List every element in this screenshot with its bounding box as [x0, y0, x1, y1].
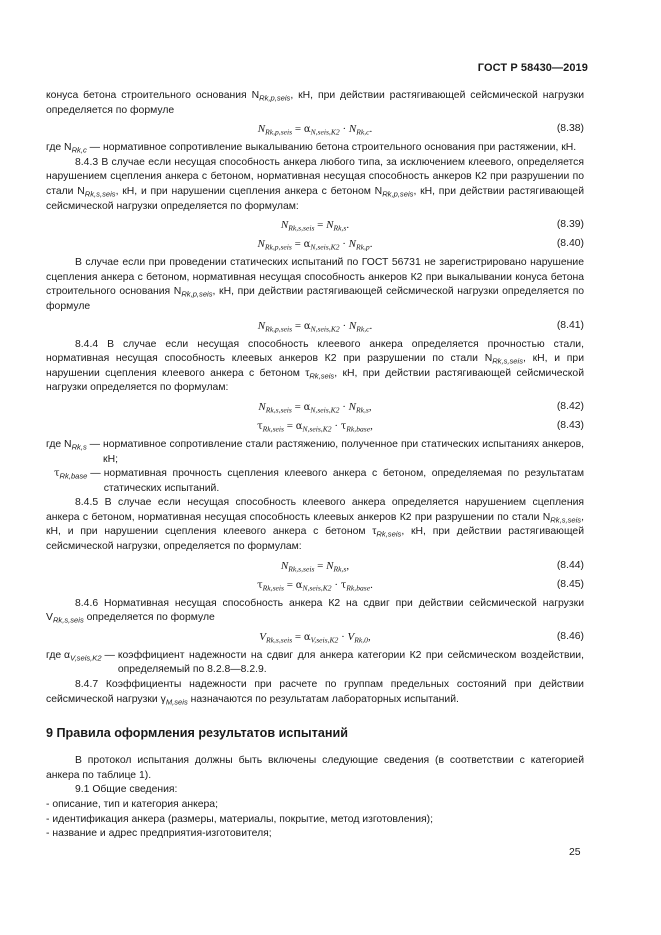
formula-number: (8.41) — [556, 319, 584, 331]
formula-number: (8.42) — [556, 400, 584, 412]
formula-8-43: $\tau_{Rk,seis} = \alpha_{N,seis,K2} \cdot \tau_{Rk,base}$, (8.43) — [257, 419, 584, 434]
explanation: $\tau_{Rk,base}$ — нормативная прочность сцепления клеевого анкера с бетоном, определяемая по результатам статических испытаний. — [54, 468, 584, 494]
explanation: где $N_{Rk,c}$ — нормативное сопротивление выкалыванию бетона строительного основания при растяжении, кН. — [46, 142, 577, 155]
paragraph: В протокол испытания должны быть включены следующие сведения (в соответствии с категорией анкера по таблице 1). — [46, 755, 584, 781]
formula-number: (8.44) — [556, 559, 584, 571]
paragraph-8-4-6: 8.4.6 Нормативная несущая способность анкера К2 на сдвиг при действии сейсмической нагрузки $V_{Rk,s,seis}$ определяется по формуле — [46, 597, 584, 625]
formula-8-44: $N_{Rk,s,seis} = N_{Rk,s}$, (8.44) — [280, 559, 584, 574]
formula-8-42: $N_{Rk,s,seis} = \alpha_{N,seis,K2} \cdot N_{Rk,s}$, (8.42) — [258, 400, 584, 415]
formula-number: (8.39) — [556, 219, 584, 231]
paragraph-8-4-7: 8.4.7 Коэффициенты надежности при расчете по группам предельных состояний при действии сейсмической нагрузки $\gamma_{M,seis}$ назначаются по результатам лабораторных испытаний. — [46, 679, 584, 707]
formula-number: (8.40) — [556, 238, 584, 250]
subsection-heading: 9.1 Общие сведения: — [75, 784, 178, 796]
document-header: ГОСТ Р 58430—2019 — [477, 62, 588, 74]
list-item: - описание, тип и категория анкера; — [46, 799, 218, 810]
paragraph-8-4-4: 8.4.4 В случае если несущая способность клеевого анкера определяется прочностью стали, нормативная несущая способность клеевых анкеров К2 при разрушении по стали $N_{Rk,s,seis}$, кН, и при нарушении сцепления клеевого анкера с бетоном $\tau_{Rk,seis}$, кН, при действии растягивающей сейсмической нагрузки определяется по формулам: — [46, 338, 584, 394]
formula-number: (8.43) — [556, 419, 584, 431]
page-content — [46, 89, 584, 842]
formula-8-46: $V_{Rk,s,seis} = \alpha_{V,seis,K2} \cdot V_{Rk,0}$, (8.46) — [259, 630, 584, 645]
explanation: где $N_{Rk,s}$ — нормативное сопротивление стали растяжению, полученное при статических испытаниях анкеров, кН; — [46, 438, 584, 465]
paragraph: В случае если при проведении статических испытаний по ГОСТ 56731 не зарегистрировано нарушение сцепления анкера с бетоном, нормативная несущая способность анкеров К2 при выкалывании конуса бетона строительного основания $N_{Rk,p,seis}$, кН, при действии растягивающей сейсмической нагрузки определяется по формуле — [46, 257, 584, 312]
page-number: 25 — [569, 847, 581, 858]
list-item: - идентификация анкера (размеры, материалы, покрытие, метод изготовления); — [46, 813, 434, 825]
formula-8-39: $N_{Rk,s,seis} = N_{Rk,s}$. (8.39) — [280, 219, 584, 233]
paragraph-8-4-5: 8.4.5 В случае если несущая способность клеевого анкера определяется нарушением сцепления анкера с бетоном, нормативная несущая способность клеевых анкеров К2 при разрушении по стали $N_{Rk,s,seis}$, кН, и при нарушении сцепления клеевого анкера с бетоном $\tau_{Rk,seis}$, кН, при действии растягивающей сейсмической нагрузки, определяется по формулам: — [46, 497, 584, 553]
formula-8-40: $N_{Rk,p,seis} = \alpha_{N,seis,K2} \cdot N_{Rk,p}$. (8.40) — [257, 238, 584, 252]
section-title: 9 Правила оформления результатов испытаний — [46, 726, 348, 741]
formula-number: (8.46) — [556, 630, 584, 642]
formula-8-45: $\tau_{Rk,seis} = \alpha_{N,seis,K2} \cdot \tau_{Rk,base}$. (8.45) — [257, 578, 584, 593]
list-item: - название и адрес предприятия-изготовителя; — [46, 828, 272, 840]
paragraph-8-4-3: 8.4.3 В случае если несущая способность анкера любого типа, за исключением клеевого, определяется нарушением сцепления анкера с бетоном, нормативная несущая способность анкеров К2 при разрушении по стали $N_{Rk,s,seis}$, кН, и при нарушении сцепления анкера с бетоном $N_{Rk,p,seis}$, кН, при действии растягивающей сейсмической нагрузки определяется по формулам: — [46, 156, 585, 212]
formula-number: (8.45) — [556, 578, 584, 590]
paragraph: конуса бетона строительного основания $N_{Rk,p,seis}$, кН, при действии растягивающей сейсмической нагрузки определяется по формуле — [46, 90, 585, 116]
explanation: где $\alpha_{V,seis,K2}$ — коэффициент надежности на сдвиг для анкера категории К2 при сейсмическом воздействии, определяемый по 8.2.8—8.2.9. — [46, 649, 584, 676]
formula-number: (8.38) — [556, 123, 584, 135]
formula-8-41: $N_{Rk,p,seis} = \alpha_{N,seis,K2} \cdot N_{Rk,c}$. (8.41) — [257, 319, 584, 334]
formula-8-38: $N_{Rk,p,seis} = \alpha_{N,seis,K2} \cdot N_{Rk,c}$. (8.38) — [257, 123, 584, 137]
